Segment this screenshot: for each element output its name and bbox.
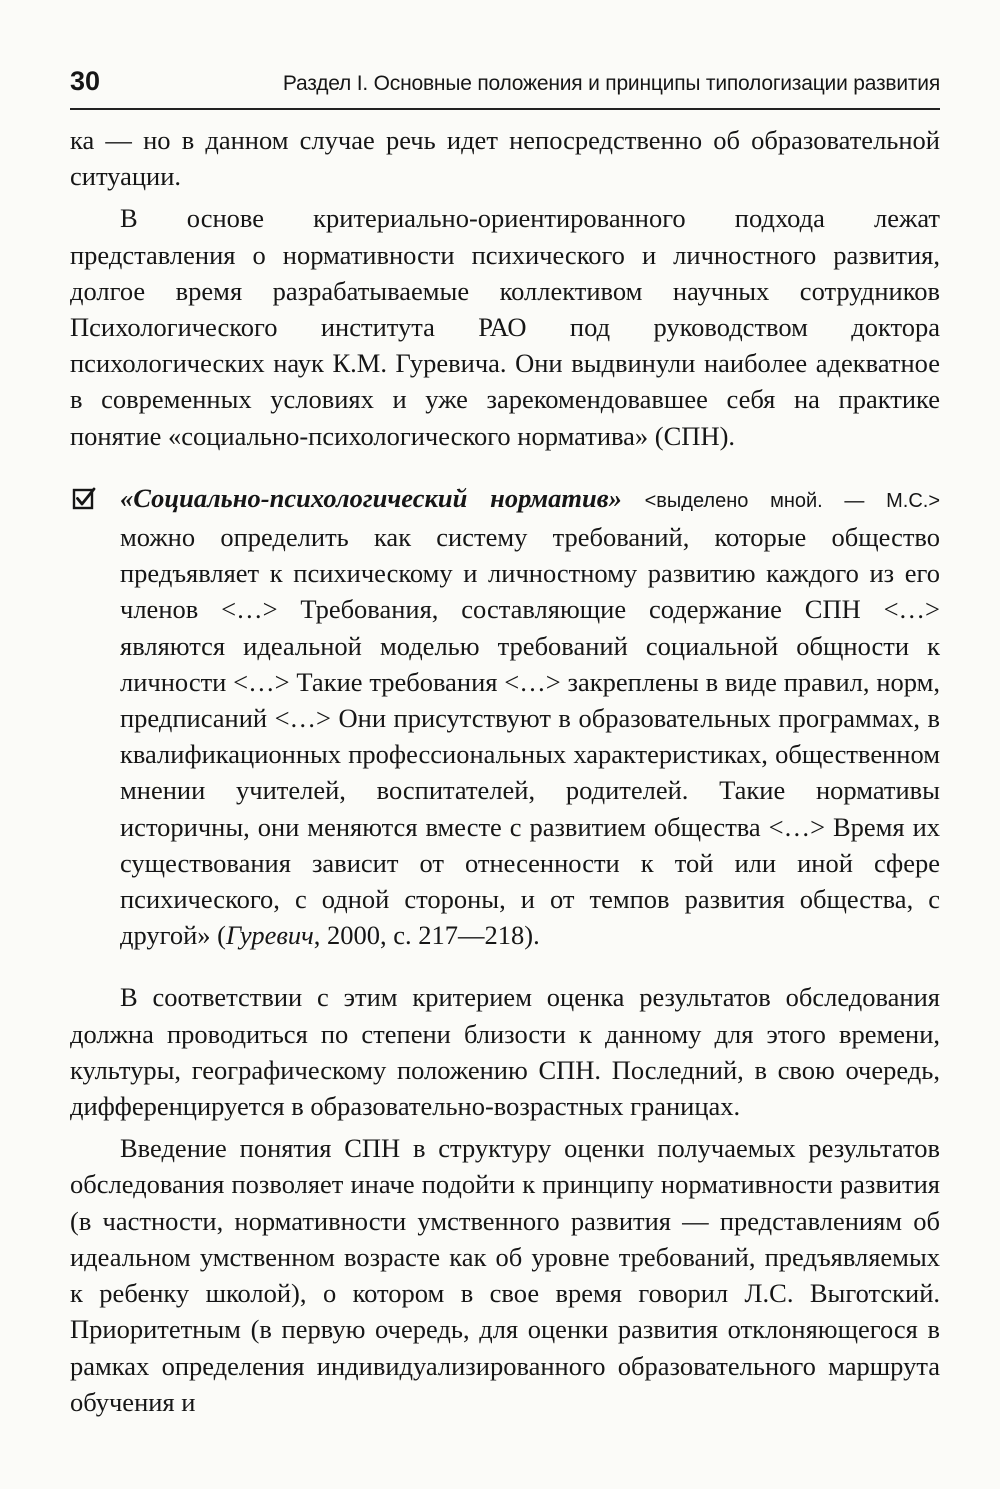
citation-details: , 2000, с. 217—218). xyxy=(313,920,540,951)
checkbox-checked-icon xyxy=(72,487,96,511)
running-header xyxy=(70,66,940,110)
book-page xyxy=(70,66,940,1420)
quote-term: «Социально-психологический норматив» xyxy=(120,482,622,513)
quote-block xyxy=(70,480,940,954)
editor-note: <выделено мной. — М.С.> xyxy=(644,489,941,512)
quote-text xyxy=(120,480,940,954)
body-text xyxy=(70,122,940,1420)
quote-body: можно определить как систему требований, которые общество предъявляет к психическому и личностному развитию каждого из его членов <…> Требования, составляющие содержание СПН <…> являются идеальной моделью требований социальной общности к личности <…> Такие требования <…> закреплены в виде правил, норм, предписаний <…> Они присутствуют в образовательных программах, в квалификационных профессиональных характеристиках, общественном мнении учителей, воспитателей, родителей. Такие нормативы историчны, они меняются вместе с развитием общества <…> Время их существования зависит от отнесенности к той или иной сфере психического, с одной стороны, и от темпов развития общества, с другой» ( xyxy=(120,522,940,951)
page-number: 30 xyxy=(70,66,101,96)
citation-author: Гуревич xyxy=(225,920,314,951)
paragraph-continuation: ка — но в данном случае речь идет непосредственно об образовательной ситуации. xyxy=(70,125,940,192)
paragraph-criterial-approach: В основе критериально-ориентированного подхода лежат представления о нормативности психического и личностного развития, долгое время разрабатываемые коллективом научных сотрудников Психологического института РАО под руководством доктора психологических наук К.М. Гуревича. Они выдвинули наиболее адекватное в современных условиях и уже зарекомендовавшее себя на практике понятие «социально-психологического норматива» (СПН). xyxy=(70,203,940,451)
paragraph-spn-introduction: Введение понятия СПН в структуру оценки получаемых результатов обследования позволяет иначе подойти к принципу нормативности развития (в частности, нормативности умственного развития — представлениям об идеальном умственном возрасте как об уровне требований, предъявляемых к ребенку школой), о котором в свое время говорил Л.С. Выготский. Приоритетным (в первую очередь, для оценки развития отклоняющегося в рамках определения индивидуализированного образовательного маршрута обучения и xyxy=(70,1133,940,1417)
paragraph-criterion: В соответствии с этим критерием оценка результатов обследования должна проводиться по степени близости к данному для этого времени, культуры, географическому положению СПН. Последний, в свою очередь, дифференцируется в образовательно-возрастных границах. xyxy=(70,982,940,1122)
section-title: Раздел I. Основные положения и принципы типологизации развития xyxy=(282,72,940,95)
